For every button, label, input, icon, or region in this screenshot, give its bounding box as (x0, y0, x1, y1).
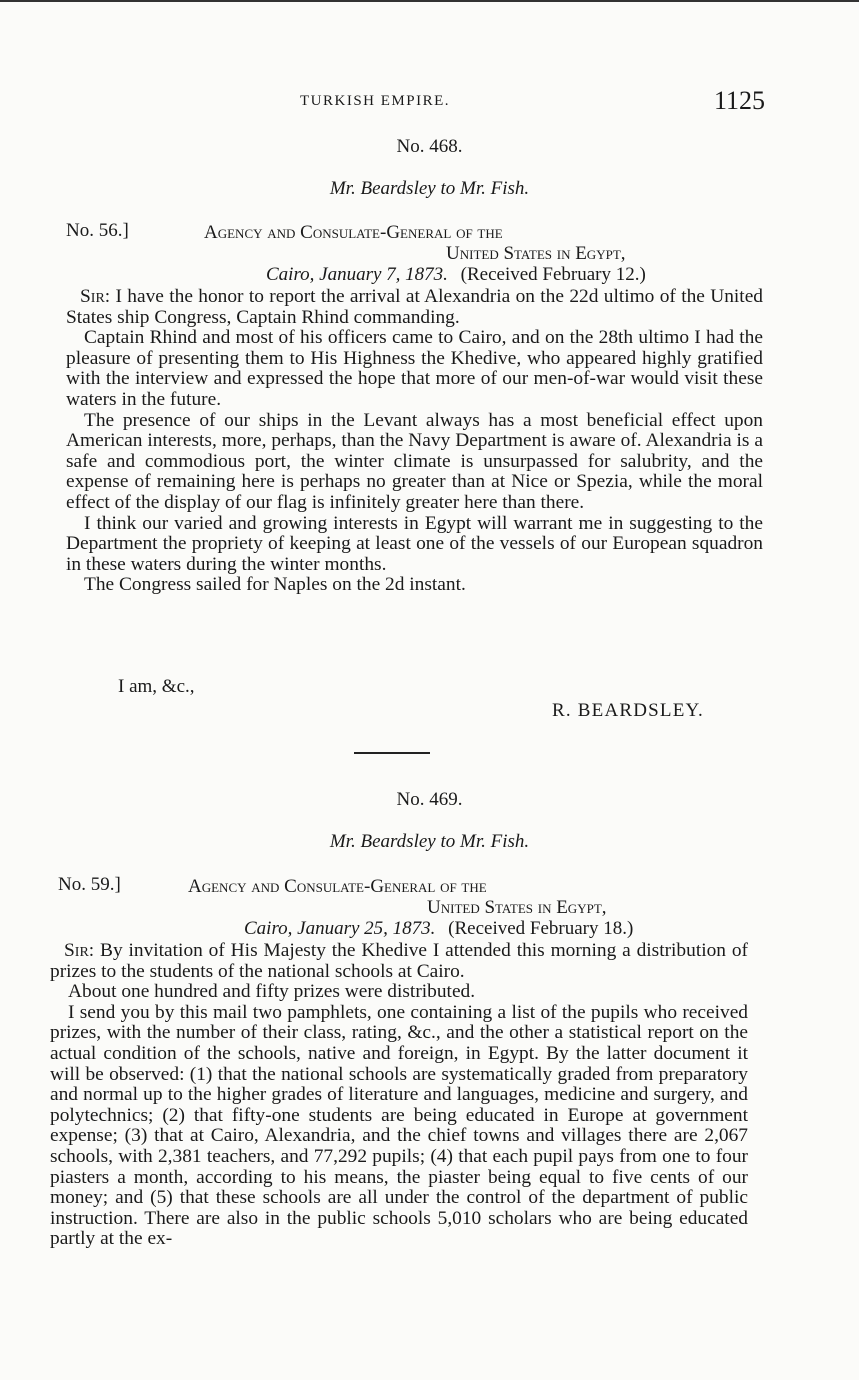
office-line-2: United States in Egypt, (427, 897, 607, 918)
salutation: Sir: (80, 286, 111, 307)
received-date: (Received February 12.) (460, 264, 646, 285)
section-divider (354, 752, 430, 754)
paragraph: About one hundred and fifty prizes were distributed. (68, 981, 476, 1003)
salutation: Sir: (64, 940, 95, 961)
document-number: No. 468. (396, 136, 463, 157)
paragraph: Captain Rhind and most of his officers came to Cairo, and on the 28th ultimo I had the pleasure of presenting them to His Highness the Khedive, who appeared highly gratified with the interview and expressed the hope that more of our men-of-war would visit these waters in the future. (66, 327, 763, 410)
paragraph: I think our varied and growing interests in Egypt will warrant me in suggesting to the Department the propriety of keeping at least one of the vessels of our European squadron in these waters during the winter months. (66, 512, 763, 575)
date-line (266, 264, 646, 286)
despatch-number: No. 56.] (66, 220, 129, 241)
paragraph: I send you by this mail two pamphlets, one containing a list of the pupils who received prizes, with the number of their class, rating, &c., and the other a statistical report on the actual condition of the schools, native and foreign, in Egypt. By the latter document it will be observed: (1) that the national schools are systematically graded from preparatory and normal up to the higher grades of literature and languages, medicine and surgery, and polytechnics; (2) that fifty-one students are being educated in Europe at government expense; (3) that at Cairo, Alexandria, and the chief towns and villages there are 2,067 schools, with 2,381 teachers, and 77,292 pupils; (4) that each pupil pays from one to four piasters a month, according to his means, the piaster being equal to five cents of our money; and (5) that these schools are all under the control of the department of public instruction. There are also in the public schools 5,010 scholars who are being educated partly at the ex- (50, 1001, 748, 1250)
paragraph: The presence of our ships in the Levant always has a most beneficial effect upon American interests, more, perhaps, than the Navy Department is aware of. Alexandria is a safe and commodious port, the winter climate is unsurpassed for salubrity, and the expense of remaining here is perhaps no greater than at Nice or Spezia, while the moral effect of the display of our flag is infinitely greater here than there. (66, 409, 763, 513)
running-head: TURKISH EMPIRE. (300, 93, 451, 109)
office-line-1: Agency and Consulate-General of the (188, 876, 487, 897)
office-line-2: United States in Egypt, (446, 243, 626, 264)
place-date: Cairo, January 7, 1873. (266, 264, 448, 285)
paragraph: Sir: I have the honor to report the arrival at Alexandria on the 22d ultimo of the United States ship Congress, Captain Rhind commanding. (66, 286, 763, 328)
received-date: (Received February 18.) (448, 918, 634, 939)
paragraph: The Congress sailed for Naples on the 2d instant. (84, 574, 466, 596)
date-line (244, 918, 633, 940)
document-heading: Mr. Beardsley to Mr. Fish. (329, 178, 530, 199)
closing: I am, &c., (118, 676, 195, 697)
page-number: 1125 (714, 86, 766, 115)
document-heading: Mr. Beardsley to Mr. Fish. (329, 831, 530, 852)
signature: R. BEARDSLEY. (552, 700, 704, 721)
letter-body (66, 287, 763, 596)
place-date: Cairo, January 25, 1873. (244, 918, 436, 939)
letter-body (50, 941, 748, 1250)
despatch-number: No. 59.] (58, 874, 121, 895)
paragraph: Sir: By invitation of His Majesty the Khedive I attended this morning a distribution of prizes to the students of the national schools at Cairo. (50, 940, 748, 982)
document-number: No. 469. (396, 789, 463, 810)
office-line-1: Agency and Consulate-General of the (204, 222, 503, 243)
